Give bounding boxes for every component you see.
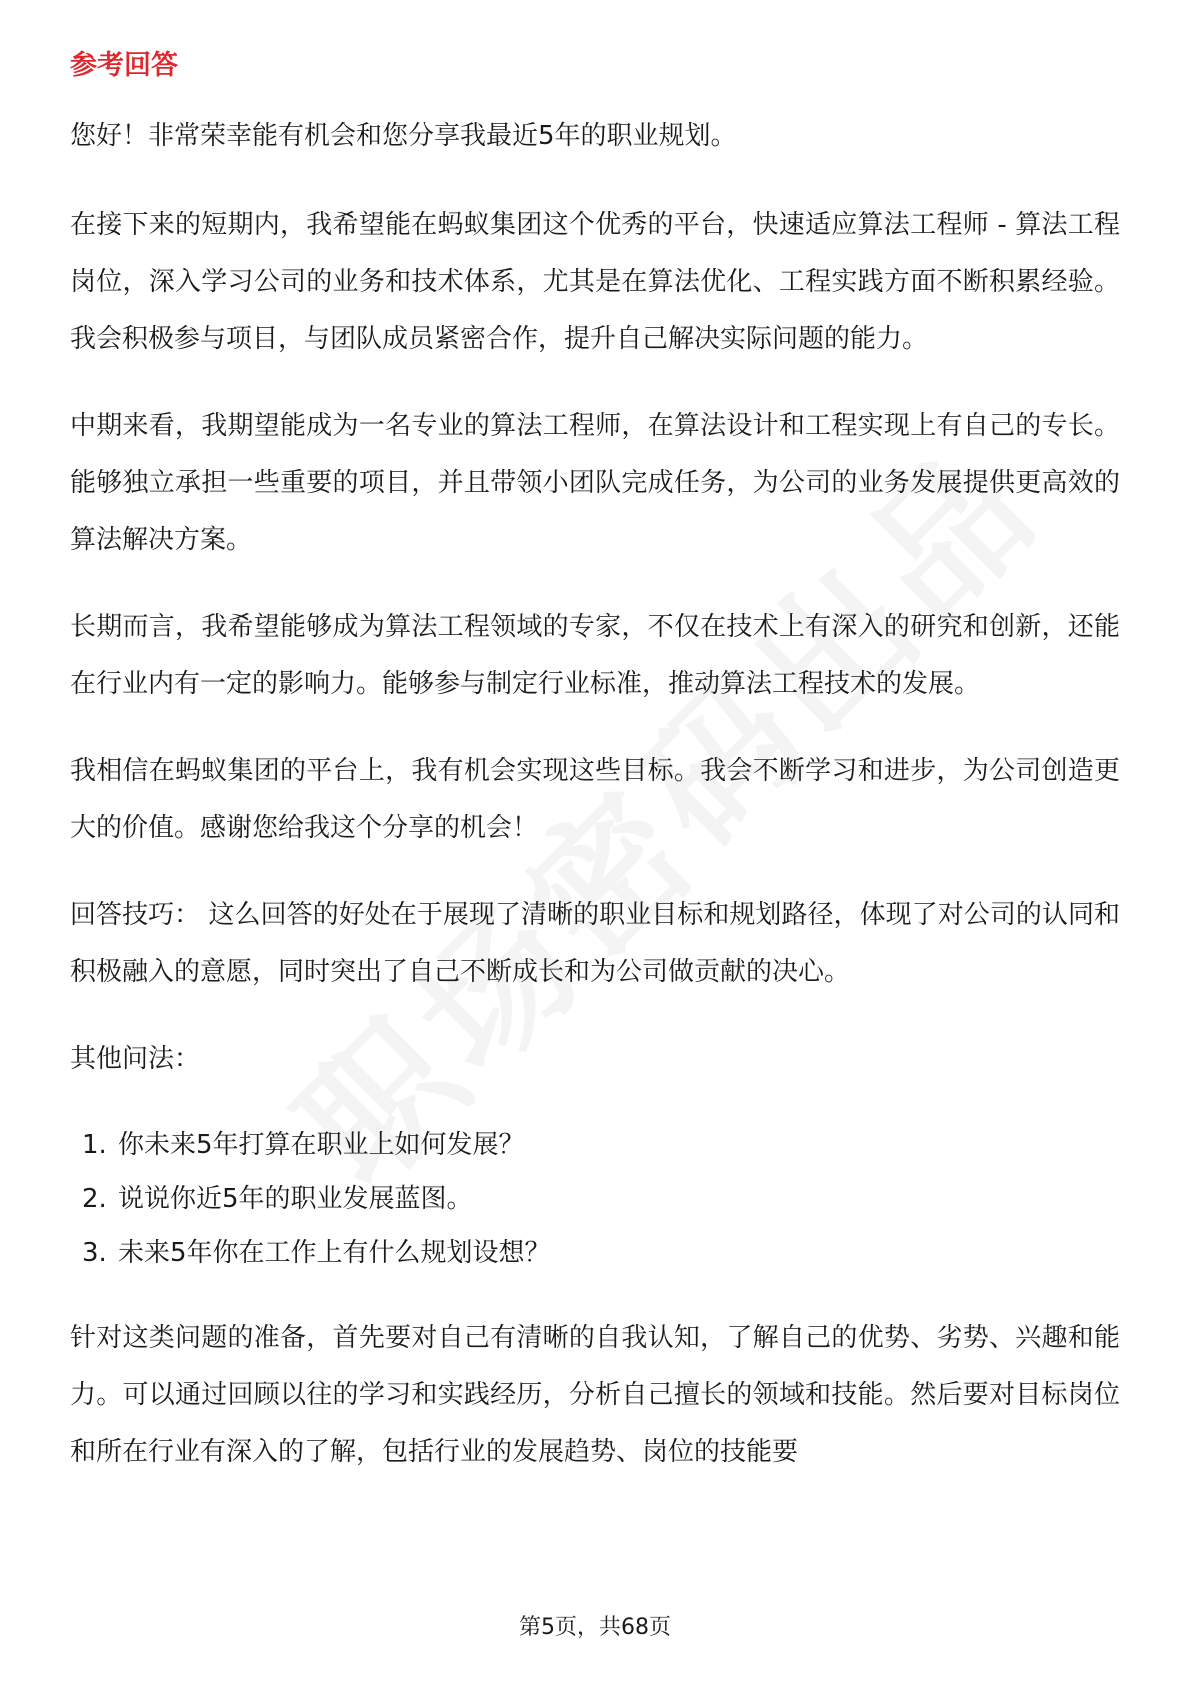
list-item — [70, 1118, 1120, 1172]
list-item — [70, 1226, 1120, 1280]
preparation-paragraph: 针对这类问题的准备，首先要对自己有清晰的自我认知，了解自己的优势、劣势、兴趣和能力。可以通过回顾以往的学习和实践经历，分析自己擅长的领域和技能。然后要对目标岗位和所在行业有深入的了解，包括行业的发展趋势、岗位的技能要 — [70, 1323, 1120, 1467]
tips-paragraph: 回答技巧： 这么回答的好处在于展现了清晰的职业目标和规划路径，体现了对公司的认同和积极融入的意愿，同时突出了自己不断成长和为公司做贡献的决心。 — [70, 900, 1120, 987]
document-body — [70, 46, 1120, 1511]
other-questions-list — [70, 1118, 1120, 1280]
closing-paragraph: 我相信在蚂蚁集团的平台上，我有机会实现这些目标。我会不断学习和进步，为公司创造更大的价值。感谢您给我这个分享的机会！ — [70, 756, 1120, 843]
greeting-paragraph: 您好！非常荣幸能有机会和您分享我最近5年的职业规划。 — [70, 121, 737, 151]
list-item-number: 1. — [82, 1130, 107, 1160]
list-item-number: 3. — [82, 1238, 107, 1268]
long-term-paragraph: 长期而言，我希望能够成为算法工程领域的专家，不仅在技术上有深入的研究和创新，还能在行业内有一定的影响力。能够参与制定行业标准，推动算法工程技术的发展。 — [70, 612, 1120, 699]
other-questions-label: 其他问法： — [70, 1044, 201, 1074]
section-title: 参考回答 — [70, 50, 178, 81]
list-item-number: 2. — [82, 1184, 107, 1214]
list-item — [70, 1172, 1120, 1226]
short-term-paragraph: 在接下来的短期内，我希望能在蚂蚁集团这个优秀的平台，快速适应算法工程师 - 算法工程岗位，深入学习公司的业务和技术体系，尤其是在算法优化、工程实践方面不断积累经验。我会积极参与项目，与团队成员紧密合作，提升自己解决实际问题的能力。 — [70, 210, 1120, 354]
page-footer: 第5页，共68页 — [519, 1615, 671, 1640]
list-item-text: 未来5年你在工作上有什么规划设想？ — [118, 1238, 551, 1268]
mid-term-paragraph: 中期来看，我期望能成为一名专业的算法工程师，在算法设计和工程实现上有自己的专长。能够独立承担一些重要的项目，并且带领小团队完成任务，为公司的业务发展提供更高效的算法解决方案。 — [70, 411, 1120, 555]
list-item-text: 你未来5年打算在职业上如何发展？ — [118, 1130, 525, 1160]
list-item-text: 说说你近5年的职业发展蓝图。 — [118, 1184, 473, 1214]
